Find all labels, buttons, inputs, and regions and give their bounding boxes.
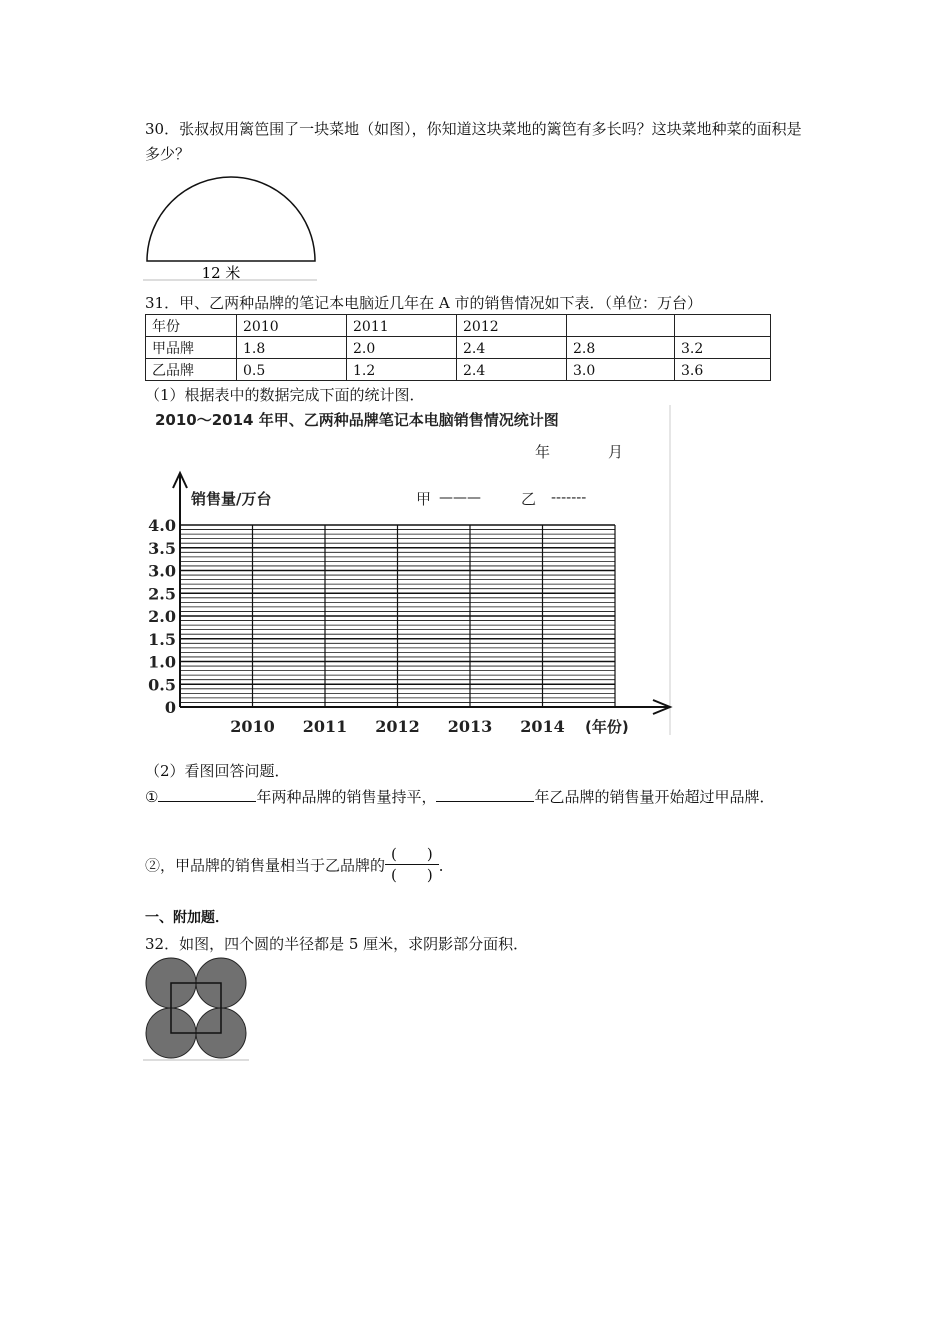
x-tick-label: 2010 — [230, 717, 275, 736]
x-tick-label: 2014 — [520, 717, 565, 736]
answer-line-2: ②，甲品牌的销售量相当于乙品牌的 $\frac{( )}{( )}$ ． — [145, 845, 454, 884]
y-tick-label: 3.0 — [148, 561, 176, 581]
chart-x-ticks — [230, 717, 565, 736]
chart-grid — [180, 525, 615, 707]
q31-text: 31．甲、乙两种品牌的笔记本电脑近几年在 A 市的销售情况如下表．（单位：万台） — [145, 294, 702, 312]
part1-instruction: （1）根据表中的数据完成下面的统计图． — [145, 386, 425, 404]
answer-blank-2[interactable] — [436, 785, 534, 802]
q30-text: 30．张叔叔用篱笆围了一块菜地（如图），你知道这块菜地的篱笆有多长吗？这块菜地种菜的面积是多少？ — [145, 120, 802, 163]
answer-blank-1[interactable] — [158, 785, 256, 802]
y-tick-label: 0 — [164, 698, 176, 717]
answer-circle-1: ① — [145, 788, 159, 806]
table-cell: 乙品牌 — [146, 359, 237, 381]
table-cell: 2011 — [347, 315, 457, 337]
chart-xlabel: (年份) — [585, 718, 629, 736]
y-tick-label: 2.5 — [148, 584, 176, 604]
x-tick-label: 2012 — [375, 717, 420, 736]
table-cell: 2010 — [237, 315, 347, 337]
table-cell: 1.2 — [347, 359, 457, 381]
y-tick-label: 4.0 — [148, 516, 176, 535]
x-tick-label: 2013 — [447, 717, 493, 736]
sales-table — [145, 314, 771, 381]
section-title: 一、附加题． — [145, 910, 229, 926]
q32-text: 32．如图，四个圆的半径都是 5 厘米，求阴影部分面积． — [145, 935, 529, 953]
table-cell: 2012 — [457, 315, 567, 337]
chart-y-ticks — [148, 516, 176, 717]
answer-fraction[interactable]: $\frac{( )}{( )}$ — [385, 844, 439, 885]
four-circles-figure — [143, 956, 251, 1062]
y-tick-label: 1.0 — [148, 652, 176, 672]
table-cell: 2.4 — [457, 337, 567, 359]
table-cell: 0.5 — [237, 359, 347, 381]
table-cell: 年份 — [146, 315, 237, 337]
y-tick-label: 2.0 — [148, 607, 176, 626]
table-cell: 2.4 — [457, 359, 567, 381]
semicircle-shape — [147, 177, 315, 261]
chart-title: 2010～2014 年甲、乙两种品牌笔记本电脑销售情况统计图 — [155, 411, 559, 429]
table-cell: 3.6 — [675, 359, 771, 381]
table-cell: 甲品牌 — [146, 337, 237, 359]
semicircle-label: 12 米 — [201, 264, 241, 282]
y-tick-label: 0.5 — [148, 675, 176, 695]
table-row — [146, 359, 771, 381]
y-tick-label: 3.5 — [148, 538, 176, 558]
table-cell: 2.8 — [567, 337, 675, 359]
part2-instruction: （2）看图回答问题． — [145, 762, 290, 780]
x-tick-label: 2011 — [302, 717, 348, 736]
table-cell: 3.0 — [567, 359, 675, 381]
chart-year-label: 年 — [535, 443, 551, 461]
legend-label-jia: 甲 — [416, 490, 432, 508]
chart-month-label: 月 — [608, 443, 624, 461]
semicircle-figure — [143, 172, 319, 284]
legend-sample-yi: ------- — [551, 490, 587, 506]
chart-ylabel: 销售量/万台 — [191, 490, 272, 508]
table-cell: 3.2 — [675, 337, 771, 359]
table-cell: 1.8 — [237, 337, 347, 359]
legend-sample-jia: ——— — [439, 490, 481, 506]
table-cell — [567, 315, 675, 337]
sales-chart — [143, 405, 675, 737]
legend-label-yi: 乙 — [521, 490, 537, 508]
table-cell — [675, 315, 771, 337]
table-row — [146, 337, 771, 359]
table-row — [146, 315, 771, 337]
answer-line-1: ① 年两种品牌的销售量持平， 年乙品牌的销售量开始超过甲品牌． — [145, 784, 805, 810]
table-cell: 2.0 — [347, 337, 457, 359]
y-tick-label: 1.5 — [148, 629, 176, 649]
